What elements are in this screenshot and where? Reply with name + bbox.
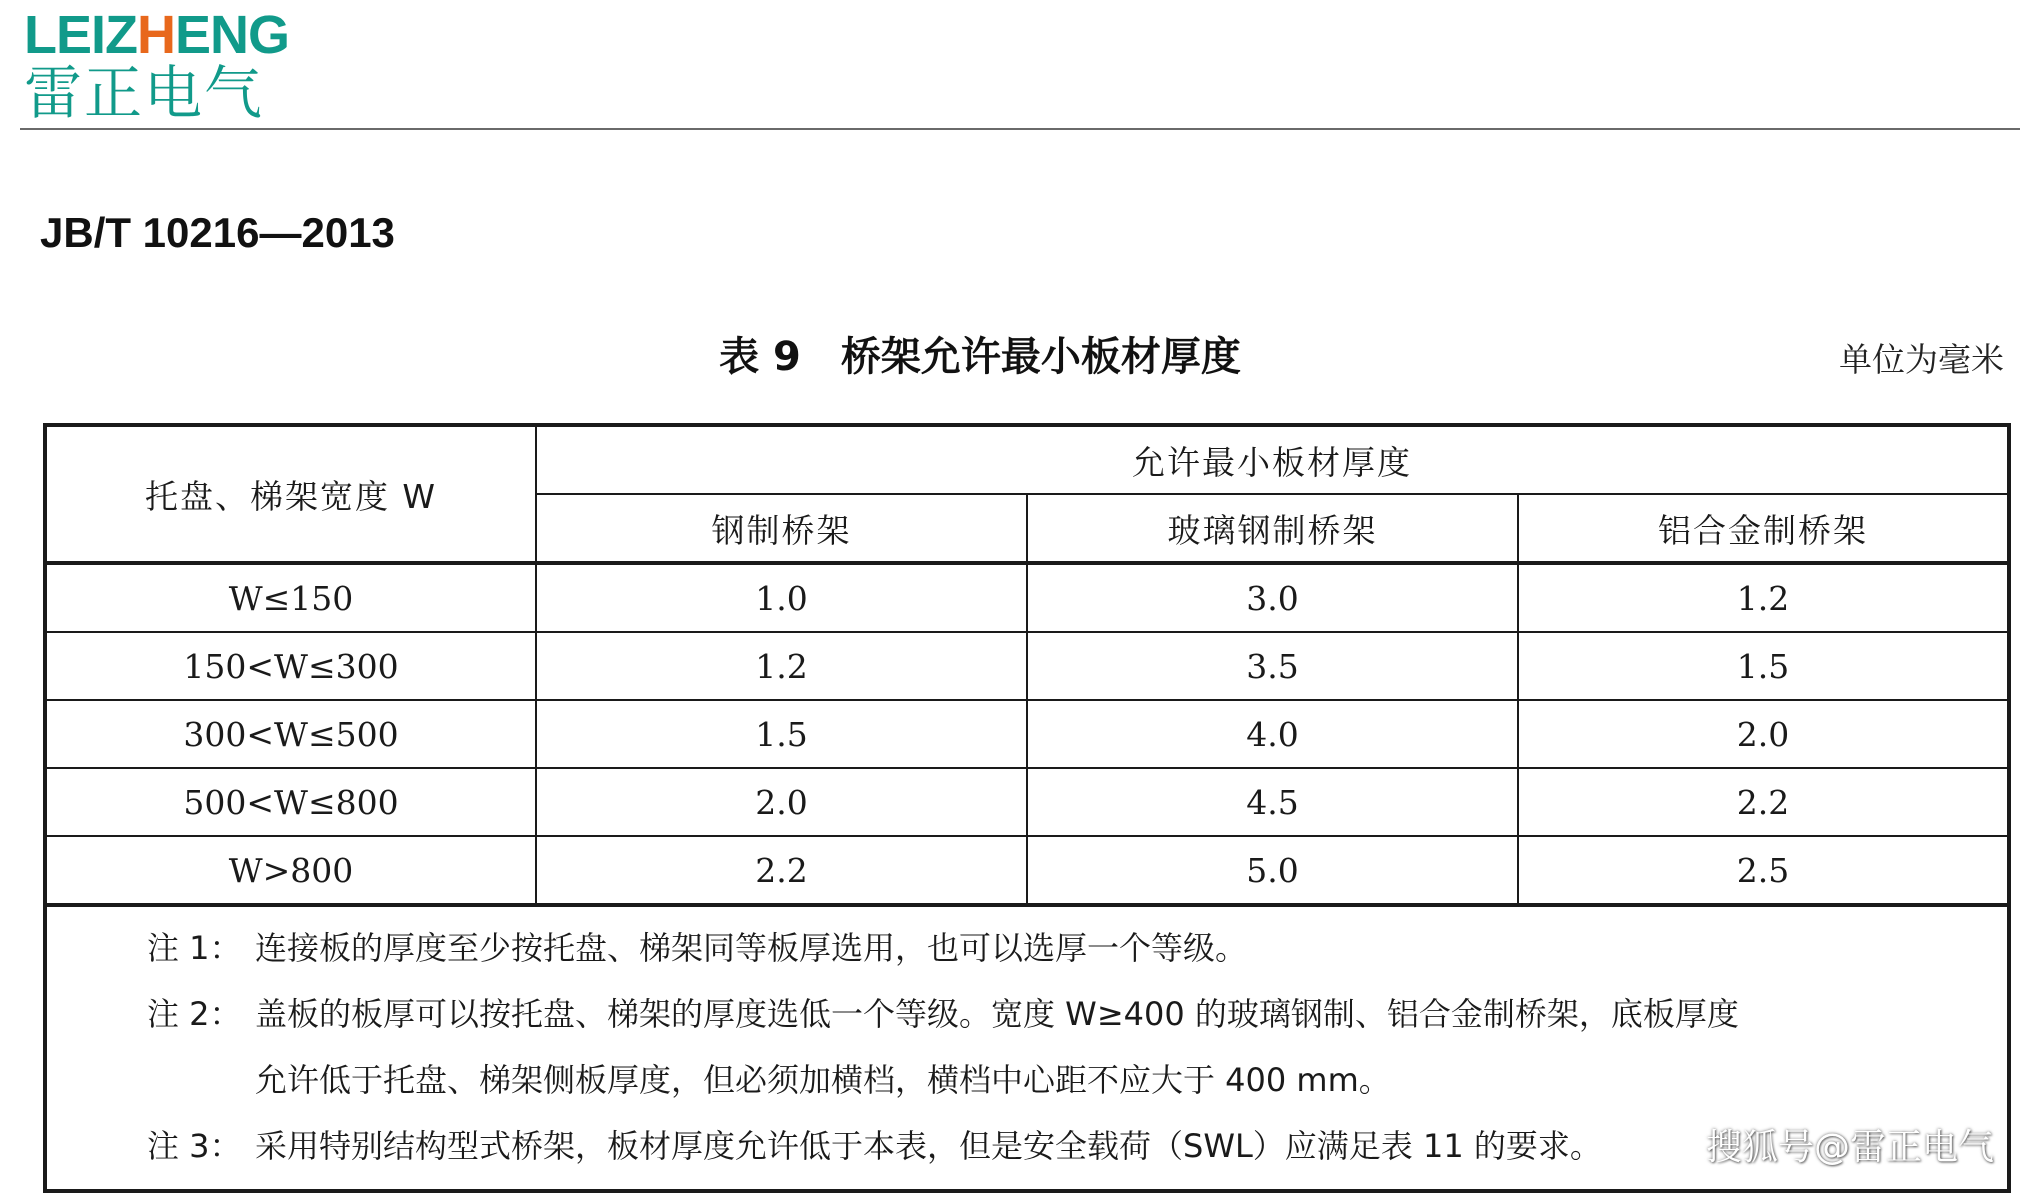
thickness-table [43, 423, 2011, 1193]
aluminum-value-cell: 2.2 [1518, 768, 2009, 836]
width-range-cell: 150<W≤300 [45, 632, 536, 700]
frp-value-cell: 4.0 [1027, 700, 1518, 768]
logo-chinese: 雷正电气 [24, 59, 265, 127]
col-header-steel: 钢制桥架 [536, 494, 1027, 563]
width-range-cell: W>800 [45, 836, 536, 905]
table-row [45, 563, 2009, 632]
unit-note: 单位为毫米 [1839, 340, 2004, 379]
note-label: 注 2： [147, 995, 242, 1033]
note-text: 盖板的板厚可以按托盘、梯架的厚度选低一个等级。宽度 W≥400 的玻璃钢制、铝合金制桥架，底板厚度 [255, 995, 1739, 1033]
width-range-cell: W≤150 [45, 563, 536, 632]
table-row [45, 768, 2009, 836]
steel-value-cell: 1.0 [536, 563, 1027, 632]
note-label: 注 3： [147, 1127, 242, 1165]
aluminum-value-cell: 1.2 [1518, 563, 2009, 632]
table-row [45, 632, 2009, 700]
note-text: 连接板的厚度至少按托盘、梯架同等板厚选用，也可以选厚一个等级。 [255, 929, 1248, 967]
header-divider [20, 128, 2020, 130]
standard-code: JB/T 10216—2013 [40, 209, 395, 256]
steel-value-cell: 2.0 [536, 768, 1027, 836]
note-label: 注 1： [147, 929, 242, 967]
steel-value-cell: 1.2 [536, 632, 1027, 700]
steel-value-cell: 1.5 [536, 700, 1027, 768]
frp-value-cell: 3.0 [1027, 563, 1518, 632]
note-2-continuation: 允许低于托盘、梯架侧板厚度，但必须加横档，横档中心距不应大于 400 mm。 [255, 1061, 1391, 1099]
aluminum-value-cell: 2.0 [1518, 700, 2009, 768]
width-range-cell: 300<W≤500 [45, 700, 536, 768]
col-header-aluminum: 铝合金制桥架 [1518, 494, 2009, 563]
width-column-header: 托盘、梯架宽度 W [45, 425, 536, 563]
company-logo [24, 5, 294, 127]
steel-value-cell: 2.2 [536, 836, 1027, 905]
watermark: 搜狐号@雷正电气 [1705, 1127, 1994, 1168]
note-2 [147, 981, 1989, 1047]
table-row [45, 836, 2009, 905]
col-header-frp: 玻璃钢制桥架 [1027, 494, 1518, 563]
note-1 [147, 915, 1989, 981]
frp-value-cell: 3.5 [1027, 632, 1518, 700]
table-header-row [45, 425, 2009, 494]
frp-value-cell: 4.5 [1027, 768, 1518, 836]
thickness-group-header: 允许最小板材厚度 [536, 425, 2009, 494]
logo-english: LEIZHENG [24, 5, 290, 65]
table-title: 表 9 桥架允许最小板材厚度 [719, 334, 1241, 380]
note-text: 采用特别结构型式桥架，板材厚度允许低于本表，但是安全载荷（SWL）应满足表 11 的要求。 [255, 1127, 1602, 1165]
table-row [45, 700, 2009, 768]
aluminum-value-cell: 1.5 [1518, 632, 2009, 700]
frp-value-cell: 5.0 [1027, 836, 1518, 905]
width-range-cell: 500<W≤800 [45, 768, 536, 836]
aluminum-value-cell: 2.5 [1518, 836, 2009, 905]
